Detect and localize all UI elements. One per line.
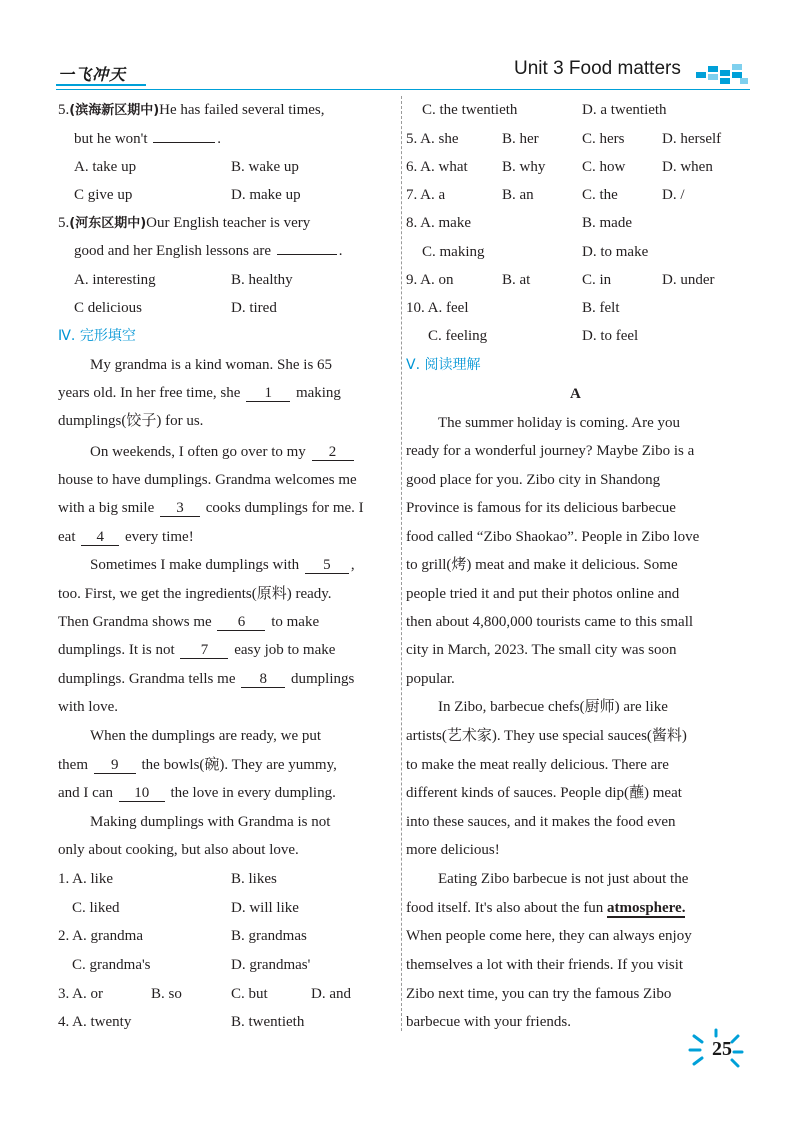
passage-line: then about 4,800,000 tourists came to this small	[406, 614, 694, 630]
passage-line: and I can 10 the love in every dumpling.	[58, 785, 336, 801]
option[interactable]: D. grandmas'	[231, 957, 311, 973]
option[interactable]: C. in	[582, 272, 612, 288]
passage-line: dumplings. It is not 7 easy job to make	[58, 642, 336, 658]
option[interactable]: 8. A. make	[406, 215, 471, 231]
option[interactable]: B. grandmas	[231, 928, 307, 944]
option[interactable]: B. so	[151, 986, 182, 1002]
cloze-blank[interactable]: 2	[312, 444, 354, 461]
answer-blank[interactable]	[153, 142, 215, 143]
passage-line: different kinds of sauces. People dip(蘸) meat	[406, 785, 682, 801]
option[interactable]: 6. A. what	[406, 159, 468, 175]
option[interactable]: A. interesting	[74, 272, 156, 288]
option[interactable]: D. when	[662, 159, 713, 175]
passage-line: dumplings(饺子) for us.	[58, 413, 204, 429]
option[interactable]: 3. A. or	[58, 986, 103, 1002]
unit-title: Unit 3 Food matters	[514, 58, 681, 79]
passage-line: Zibo next time, you can try the famous Zibo	[406, 986, 672, 1002]
passage-line: When people come here, they can always enjoy	[406, 928, 692, 944]
option[interactable]: C give up	[74, 187, 133, 203]
underlined-word: atmosphere.	[607, 900, 686, 916]
column-divider	[401, 96, 402, 1031]
option[interactable]: C. making	[422, 244, 485, 260]
cloze-blank[interactable]: 5	[305, 557, 349, 574]
cloze-blank[interactable]: 6	[217, 614, 265, 631]
option[interactable]: C delicious	[74, 300, 142, 316]
passage-line: into these sauces, and it makes the food even	[406, 814, 676, 830]
passage-line: to grill(烤) meat and make it delicious. Some	[406, 557, 678, 573]
option[interactable]: D. and	[311, 986, 351, 1002]
cloze-blank[interactable]: 7	[180, 642, 228, 659]
option[interactable]: B. an	[502, 187, 534, 203]
header-grid-decoration	[694, 60, 750, 86]
passage-line: more delicious!	[406, 842, 500, 858]
option[interactable]: B. her	[502, 131, 539, 147]
option[interactable]: 4. A. twenty	[58, 1014, 132, 1030]
option[interactable]: D. will like	[231, 900, 299, 916]
option[interactable]: B. healthy	[231, 272, 293, 288]
series-logo: 一飞冲天	[58, 65, 127, 84]
question-6-stem: 5.(河东区期中)Our English teacher is very	[58, 215, 311, 231]
passage-line: too. First, we get the ingredients(原料) ready.	[58, 586, 332, 602]
passage-line: people tried it and put their photos online and	[406, 586, 680, 602]
option[interactable]: C. the	[582, 187, 618, 203]
passage-line: only about cooking, but also about love.	[58, 842, 299, 858]
passage-line: Making dumplings with Grandma is not	[90, 814, 331, 830]
option[interactable]: D. tired	[231, 300, 277, 316]
passage-heading: A	[570, 386, 581, 402]
passage-line: to make the meat really delicious. There are	[406, 757, 669, 773]
cloze-blank[interactable]: 4	[81, 529, 119, 546]
cloze-blank[interactable]: 10	[119, 785, 165, 802]
option[interactable]: C. liked	[72, 900, 120, 916]
passage-line: artists(艺术家). They use special sauces(酱料)	[406, 728, 687, 744]
option[interactable]: B. why	[502, 159, 546, 175]
option[interactable]: C. but	[231, 986, 268, 1002]
option[interactable]: D. /	[662, 187, 685, 203]
passage-line: house to have dumplings. Grandma welcomes me	[58, 472, 357, 488]
option[interactable]: 2. A. grandma	[58, 928, 143, 944]
question-6-stem-cont: good and her English lessons are .	[74, 243, 343, 259]
cloze-blank[interactable]: 3	[160, 500, 200, 517]
passage-line: good place for you. Zibo city in Shandong	[406, 472, 661, 488]
option[interactable]: B. made	[582, 215, 632, 231]
option[interactable]: B. twentieth	[231, 1014, 305, 1030]
option[interactable]: B. felt	[582, 300, 620, 316]
header-rule	[56, 89, 750, 90]
page-number: 25	[712, 1038, 732, 1060]
passage-line: popular.	[406, 671, 455, 687]
option[interactable]: D. herself	[662, 131, 722, 147]
passage-line: Eating Zibo barbecue is not just about the	[438, 871, 689, 887]
option[interactable]: C. grandma's	[72, 957, 151, 973]
option[interactable]: D. to make	[582, 244, 649, 260]
option[interactable]: 5. A. she	[406, 131, 459, 147]
passage-line: The summer holiday is coming. Are you	[438, 415, 681, 431]
option[interactable]: C. how	[582, 159, 626, 175]
option[interactable]: 9. A. on	[406, 272, 454, 288]
option[interactable]: C. the twentieth	[422, 102, 518, 118]
option[interactable]: A. take up	[74, 159, 137, 175]
passage-line: Province is famous for its delicious barbecue	[406, 500, 676, 516]
answer-blank[interactable]	[277, 254, 337, 255]
cloze-blank[interactable]: 1	[246, 385, 290, 402]
option[interactable]: B. at	[502, 272, 531, 288]
option[interactable]: 1. A. like	[58, 871, 113, 887]
section-title-reading: Ⅴ. 阅读理解	[406, 357, 481, 373]
passage-line: food itself. It's also about the fun atmosphere.	[406, 900, 686, 916]
section-title-cloze: Ⅳ. 完形填空	[58, 328, 136, 344]
passage-line: In Zibo, barbecue chefs(厨师) are like	[438, 699, 668, 715]
question-5-stem: 5.(滨海新区期中)He has failed several times,	[58, 102, 325, 118]
option[interactable]: 10. A. feel	[406, 300, 469, 316]
passage-line: barbecue with your friends.	[406, 1014, 571, 1030]
logo-underline	[56, 84, 146, 86]
option[interactable]: D. under	[662, 272, 715, 288]
option[interactable]: C. hers	[582, 131, 625, 147]
passage-line: food called “Zibo Shaokao”. People in Zibo love	[406, 529, 700, 545]
option[interactable]: C. feeling	[428, 328, 488, 344]
passage-line: On weekends, I often go over to my 2	[90, 442, 356, 462]
cloze-blank[interactable]: 9	[94, 757, 136, 774]
passage-line: Then Grandma shows me 6 to make	[58, 614, 320, 630]
option[interactable]: D. a twentieth	[582, 102, 667, 118]
passage-line: years old. In her free time, she 1 making	[58, 385, 341, 401]
option[interactable]: 7. A. a	[406, 187, 446, 203]
passage-line: ready for a wonderful journey? Maybe Zibo is a	[406, 443, 695, 459]
passage-line: with a big smile 3 cooks dumplings for me. I	[58, 500, 364, 516]
passage-line: with love.	[58, 699, 118, 715]
option[interactable]: B. likes	[231, 871, 277, 887]
passage-line: themselves a lot with their friends. If you visit	[406, 957, 684, 973]
passage-line: dumplings. Grandma tells me 8 dumplings	[58, 671, 355, 687]
passage-line: When the dumplings are ready, we put	[90, 728, 322, 744]
passage-line: My grandma is a kind woman. She is 65	[90, 357, 333, 373]
passage-line: Sometimes I make dumplings with 5 ,	[90, 557, 355, 573]
question-5-stem-cont: but he won't .	[74, 131, 222, 147]
passage-line: them 9 the bowls(碗). They are yummy,	[58, 757, 337, 773]
option[interactable]: D. to feel	[582, 328, 639, 344]
passage-line: city in March, 2023. The small city was soon	[406, 642, 677, 658]
option[interactable]: D. make up	[231, 187, 301, 203]
passage-line: eat 4 every time!	[58, 529, 194, 545]
option[interactable]: B. wake up	[231, 159, 299, 175]
cloze-blank[interactable]: 8	[241, 671, 285, 688]
